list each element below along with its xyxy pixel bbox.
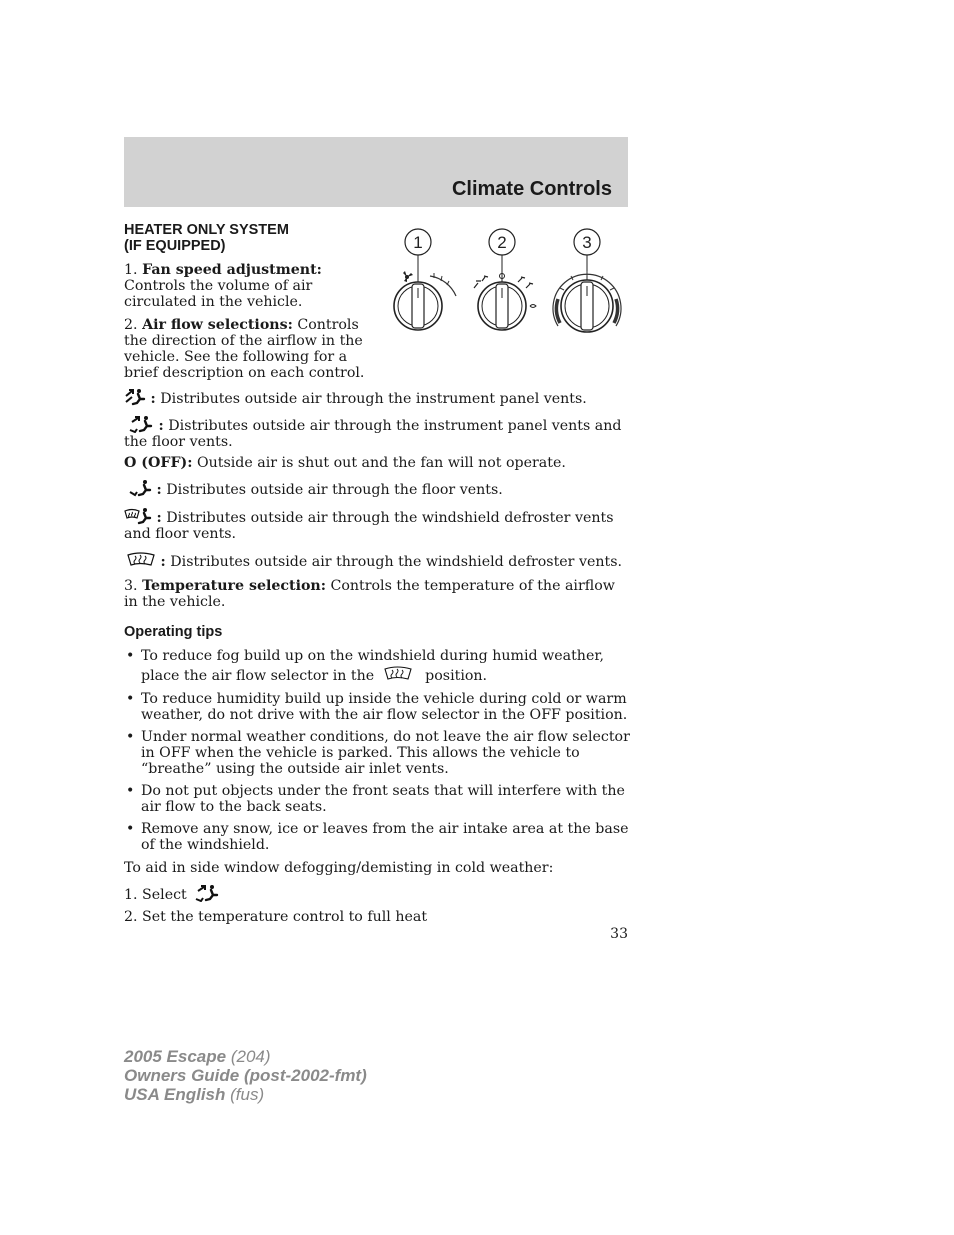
mode-panel-item: [124, 388, 630, 407]
defog-step-1-text: 1. Select: [124, 887, 187, 903]
mode-floor-item: [124, 479, 630, 498]
tip-1-text-b: position.: [425, 668, 488, 684]
mode-off-label: O (OFF):: [124, 455, 193, 471]
section-heading: [124, 222, 630, 254]
tip-item: • Do not put objects under the front seats that will interfere with the air flow to the back seats.: [124, 783, 630, 815]
tip-item: [124, 647, 630, 685]
fan-speed-number: 1.: [124, 262, 138, 278]
mode-off-item: [124, 455, 630, 471]
mode-defrost-item: [124, 551, 630, 570]
mode-floor-defrost-sep: :: [156, 510, 162, 526]
footer-language: USA English: [124, 1085, 226, 1104]
callout-1-label: 1: [413, 233, 423, 252]
panel-floor-icon: [128, 415, 154, 433]
temperature-text: Controls the temperature of the airflow in the vehicle.: [124, 578, 615, 610]
temperature-paragraph: [124, 578, 630, 610]
mode-floor-sep: :: [156, 482, 162, 498]
footer-line-2: [124, 1066, 367, 1085]
floor-vent-icon: [128, 479, 152, 497]
mode-panel-floor-text: Distributes outside air through the instrument panel vents and the floor vents.: [124, 418, 622, 450]
panel-floor-icon: [195, 884, 219, 902]
air-flow-number: 2.: [124, 317, 138, 333]
fan-speed-text: Controls the volume of air circulated in the vehicle.: [124, 278, 313, 310]
callout-3-label: 3: [582, 233, 592, 252]
section-title: Climate Controls: [451, 178, 612, 200]
temperature-number: 3.: [124, 578, 138, 594]
footer-line-1: [124, 1047, 367, 1066]
tip-item: • Under normal weather conditions, do not leave the air flow selector in OFF when the vehicle is parked. This allows the vehicle to “breathe” using the outside air inlet vents.: [124, 729, 630, 777]
document-footer: [124, 1047, 367, 1104]
operating-tips-list: [124, 647, 630, 853]
defrost-icon: [126, 551, 156, 569]
section-header-band: [124, 137, 628, 207]
section-heading-line2: (IF EQUIPPED): [124, 238, 226, 254]
mode-panel-floor-sep: :: [158, 418, 164, 434]
air-flow-text: Controls the direction of the airflow in the vehicle. See the following for a brief description on each control.: [124, 317, 365, 381]
defog-step-1: [124, 884, 630, 903]
mode-floor-defrost-item: [124, 507, 630, 542]
footer-guide: Owners Guide (post-2002-fmt): [124, 1066, 367, 1085]
temperature-label: Temperature selection:: [142, 578, 326, 594]
floor-defrost-icon: [124, 507, 152, 525]
air-flow-paragraph: [124, 317, 378, 381]
tip-1-text-a: To reduce fog build up on the windshield during humid weather, place the air flow selector in the: [141, 648, 605, 684]
section-heading-line1: HEATER ONLY SYSTEM: [124, 222, 289, 238]
mode-floor-defrost-text: Distributes outside air through the windshield defroster vents and floor vents.: [124, 510, 614, 542]
fan-speed-label: Fan speed adjustment:: [142, 262, 322, 278]
air-flow-label: Air flow selections:: [142, 317, 293, 333]
mode-panel-sep: :: [150, 391, 156, 407]
footer-model: 2005 Escape: [124, 1047, 227, 1066]
footer-model-code: (204): [230, 1047, 271, 1066]
tip-item: • Remove any snow, ice or leaves from the air intake area at the base of the windshield.: [124, 821, 630, 853]
mode-off-text: Outside air is shut out and the fan will not operate.: [196, 455, 566, 471]
tip-item: • To reduce humidity build up inside the vehicle during cold or warm weather, do not drive with the air flow selector in the OFF position.: [124, 691, 630, 723]
defog-intro: To aid in side window defogging/demisting in cold weather:: [124, 860, 554, 876]
mode-panel-floor-item: [124, 415, 630, 450]
mode-panel-text: Distributes outside air through the instrument panel vents.: [160, 391, 587, 407]
page-number: 33: [610, 926, 628, 942]
mode-defrost-text: Distributes outside air through the windshield defroster vents.: [170, 554, 622, 570]
footer-line-3: [124, 1085, 367, 1104]
mode-floor-text: Distributes outside air through the floor vents.: [166, 482, 503, 498]
callout-2-label: 2: [497, 233, 507, 252]
panel-vent-icon: [124, 388, 146, 406]
defog-step-2: 2. Set the temperature control to full heat: [124, 909, 428, 925]
fan-speed-paragraph: [124, 262, 378, 310]
defrost-icon: [383, 665, 413, 683]
footer-language-code: (fus): [230, 1085, 265, 1104]
mode-defrost-sep: :: [160, 554, 166, 570]
operating-tips-heading: Operating tips: [124, 624, 223, 640]
